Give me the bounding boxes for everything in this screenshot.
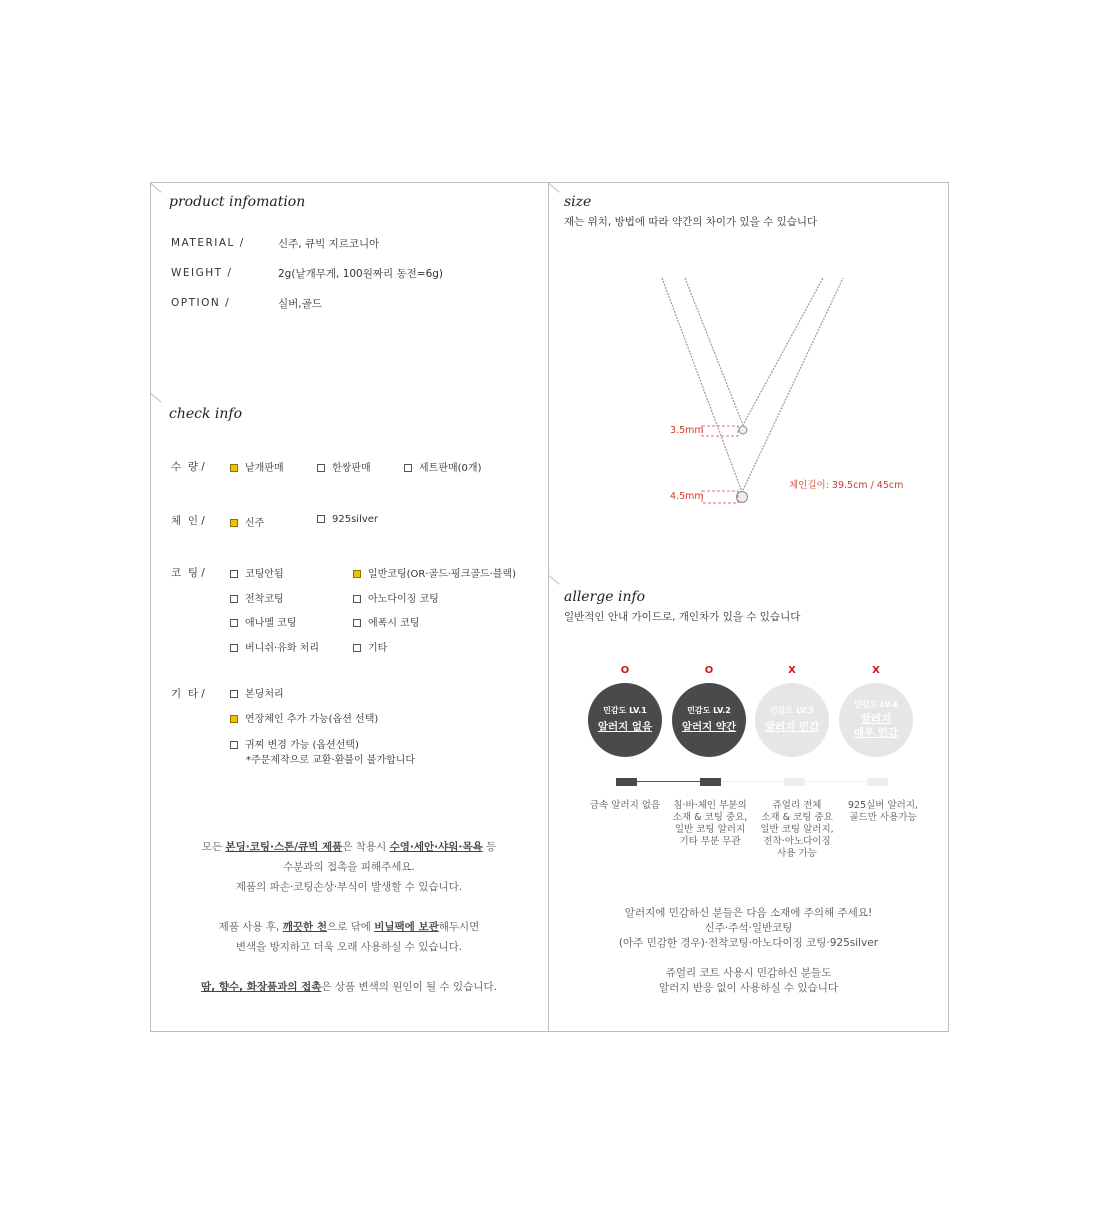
option-burnish: 버니쉬·유화 처리 — [230, 639, 319, 654]
care-note-4: 제품 사용 후, 깨끗한 천으로 닦에 비닐팩에 보관해두시면 — [218, 921, 480, 933]
option-epoxy-coating: 에폭시 코팅 — [353, 614, 419, 629]
level3-badge: 민감도 LV.3 알러지 민감 — [755, 683, 829, 757]
checkbox-icon — [230, 741, 238, 749]
column-divider — [548, 182, 549, 1032]
option-other: 기타 — [353, 639, 387, 654]
level4-desc: 925실버 알러지, 골드만 사용가능 — [847, 800, 919, 823]
checkbox-icon — [230, 570, 238, 578]
option-label: OPTION / — [171, 297, 231, 309]
level2-badge: 민감도 LV.2 알러지 약간 — [672, 683, 746, 757]
level-marker-2 — [700, 778, 721, 786]
checked-box-icon — [230, 715, 238, 723]
option-brass: 신주 — [230, 514, 264, 529]
level-marker-3 — [784, 778, 805, 786]
checkbox-icon — [230, 595, 238, 603]
option-pair: 한쌍판매 — [317, 459, 371, 474]
level2-mark: O — [704, 665, 714, 676]
checkbox-icon — [317, 464, 325, 472]
level-marker-1 — [616, 778, 637, 786]
level4-mark: X — [872, 665, 880, 676]
allergy-info-title: allerge info — [564, 589, 646, 605]
option-value: 실버,골드 — [278, 298, 322, 310]
option-extension-chain: 연장체인 추가 가능(옵션 선택) — [230, 710, 378, 725]
weight-value: 2g(낱개무게, 100원짜리 동전=6g) — [278, 268, 444, 280]
allergy-warning-5: 알러지 반응 없이 사용하실 수 있습니다 — [659, 982, 838, 994]
allergy-warning-2: 신주·주석·일반코팅 — [704, 922, 793, 934]
pendant1-size: 3.5mm — [670, 425, 704, 436]
care-note-1: 모든 본딩·코팅·스톤/큐빅 제품은 착용시 수영·세안·샤워·목욕 등 — [201, 841, 497, 853]
level4-badge: 민감도 LV.4 알러지 매우 민감 — [839, 683, 913, 757]
allergy-warning-3: (아주 민감한 경우)·전착코팅·아노다이징 코팅·925silver — [618, 937, 879, 949]
short-pendant — [739, 426, 747, 434]
option-enamel-coating: 애나멜 코팅 — [230, 614, 296, 629]
option-bonding: 본딩처리 — [230, 685, 284, 700]
checkbox-icon — [353, 644, 361, 652]
level3-mark: X — [788, 665, 796, 676]
pendant2-size: 4.5mm — [670, 491, 704, 502]
checked-box-icon — [230, 464, 238, 472]
long-chain — [662, 278, 843, 492]
allergy-subtitle: 일반적인 안내 가이드로, 개인차가 있을 수 있습니다 — [564, 611, 801, 623]
checked-box-icon — [353, 570, 361, 578]
size-title: size — [564, 194, 592, 210]
checked-box-icon — [230, 519, 238, 527]
checkbox-icon — [404, 464, 412, 472]
material-value: 신주, 큐빅 지르코니아 — [278, 238, 380, 250]
short-chain — [685, 278, 823, 425]
level2-desc: 침·바·체인 부분의 소재 & 코팅 중요, 일반 코팅 알러지 기타 부분 무관 — [672, 800, 748, 847]
checkbox-icon — [317, 515, 325, 523]
level1-mark: O — [620, 665, 630, 676]
material-label: MATERIAL / — [171, 237, 245, 249]
level1-desc: 금속 알러지 없음 — [589, 800, 661, 811]
weight-label: WEIGHT / — [171, 267, 233, 279]
checkbox-icon — [230, 644, 238, 652]
option-single: 낱개판매 — [230, 459, 284, 474]
care-note-6: 땀, 향수, 화장품과의 접촉은 상품 변색의 원인이 될 수 있습니다. — [201, 981, 497, 993]
allergy-warning-4: 쥬얼리 코트 사용시 민감하신 분들도 — [665, 967, 832, 979]
option-clip-earring: 귀찌 변경 가능 (옵션선택) — [230, 736, 359, 751]
option-anodizing-coating: 아노다이징 코팅 — [353, 590, 439, 605]
product-info-title: product infomation — [169, 194, 306, 210]
level1-badge: 민감도 LV.1 알러지 없음 — [588, 683, 662, 757]
option-925silver: 925silver — [317, 514, 378, 525]
check-info-title: check info — [169, 406, 243, 422]
checkbox-icon — [353, 619, 361, 627]
etc-label: 기 타 / — [171, 688, 205, 700]
care-note-3: 제품의 파손·코팅손상·부식이 발생할 수 있습니다. — [235, 881, 463, 893]
option-set: 세트판매(0개) — [404, 459, 481, 474]
checkbox-icon — [230, 690, 238, 698]
option-electro-coating: 전착코팅 — [230, 590, 284, 605]
custom-order-note: *주문제작으로 교환·환불이 불가합니다 — [246, 755, 416, 766]
coating-label: 코 팅 / — [171, 567, 205, 579]
option-no-coating: 코팅안됨 — [230, 565, 284, 580]
size-subtitle: 재는 위치, 방법에 따라 약간의 차이가 있을 수 있습니다 — [564, 216, 818, 228]
pendant2-dimension — [702, 491, 738, 503]
care-note-5: 변색을 방지하고 더욱 오래 사용하실 수 있습니다. — [235, 941, 463, 953]
care-note-2: 수분과의 접촉을 피해주세요. — [283, 861, 415, 873]
option-normal-coating: 일반코팅(OR·골드·핑크골드·블랙) — [353, 565, 516, 580]
checkbox-icon — [230, 619, 238, 627]
level3-desc: 쥬얼리 전체 소재 & 코팅 중요 일반 코팅 알러지, 전착·아노다이징 사용 가능 — [760, 800, 834, 859]
chain-length: 체인길이: 39.5cm / 45cm — [789, 480, 904, 491]
level-marker-4 — [867, 778, 888, 786]
checkbox-icon — [353, 595, 361, 603]
chain-label: 체 인 / — [171, 515, 205, 527]
quantity-label: 수 량 / — [171, 461, 205, 473]
allergy-warning-1: 알러지에 민감하신 분들은 다음 소재에 주의해 주세요! — [624, 907, 873, 919]
